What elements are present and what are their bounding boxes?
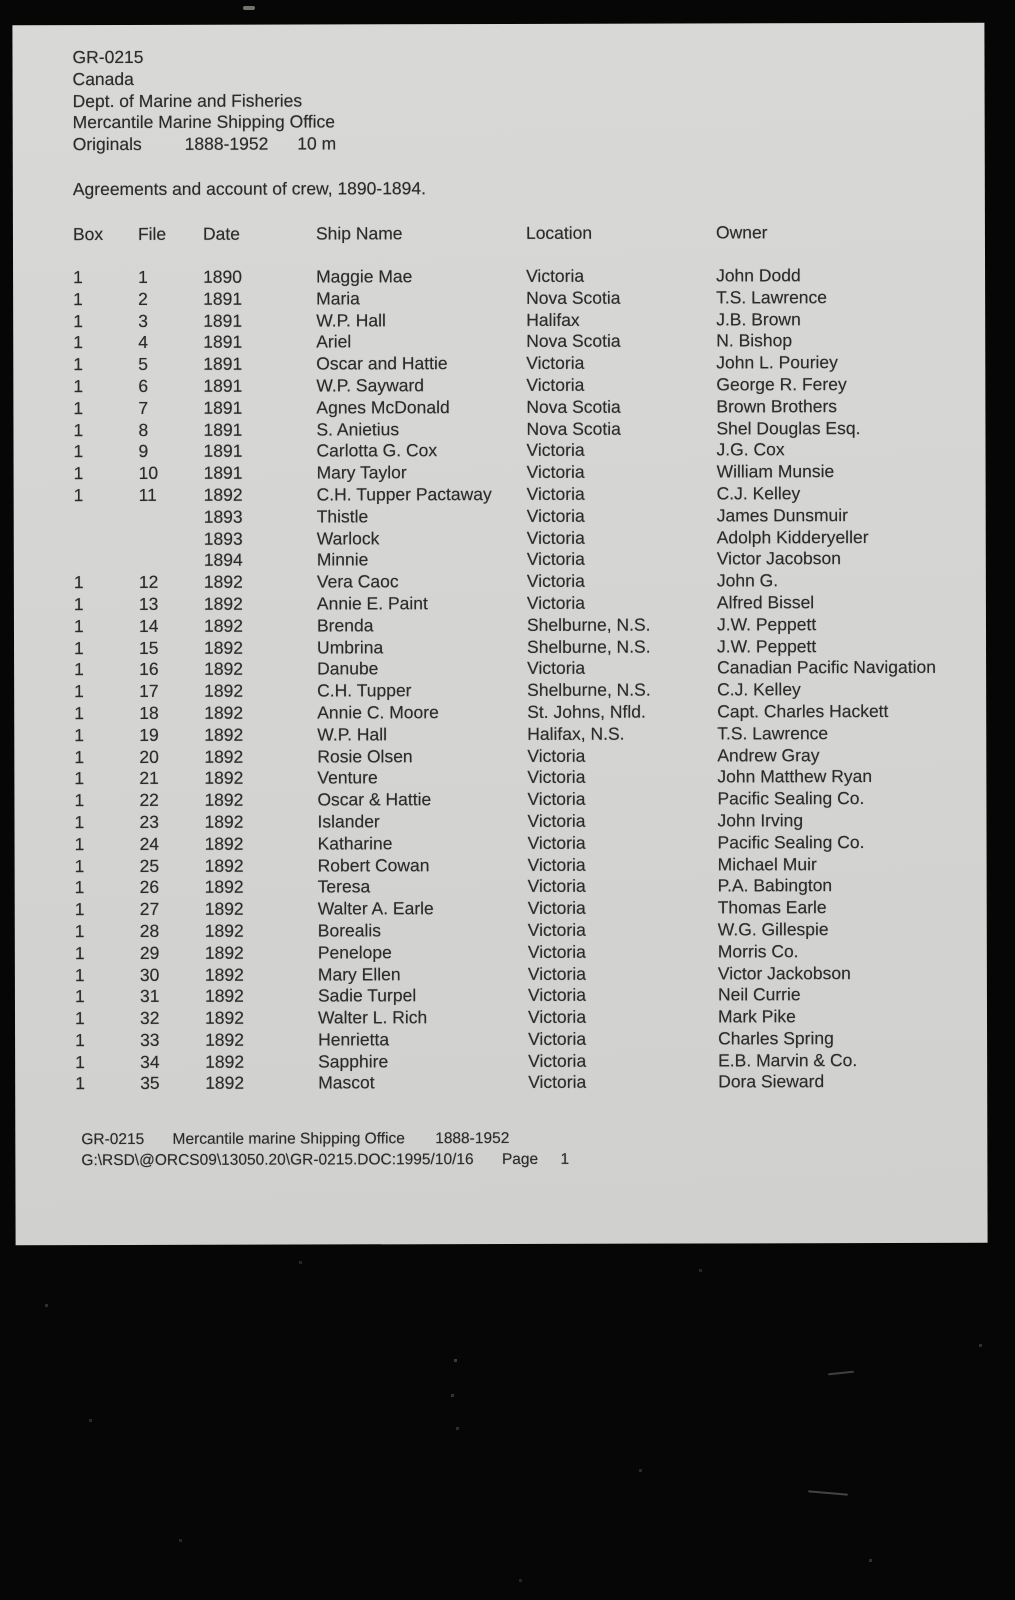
cell-owner: Adolph Kidderyeller [716,526,869,547]
cell-box: 1 [73,594,84,615]
cell-box: 1 [74,920,85,942]
cell-owner: N. Bishop [716,330,793,351]
cell-date: 1892 [204,702,244,723]
cell-ship-name: Oscar and Hattie [316,353,448,374]
cell-location: Victoria [526,570,585,592]
cell-box: 1 [74,724,85,745]
cell-box: 1 [73,397,84,418]
cell-owner: Victor Jacobson [716,548,842,569]
cell-location: Victoria [528,1050,587,1071]
cell-box: 1 [73,485,84,506]
cell-date: 1892 [204,898,244,919]
cell-location: Nova Scotia [526,396,621,417]
cell-ship-name: Umbrina [317,636,384,658]
cell-owner: Pacific Sealing Co. [717,831,865,853]
table-row [74,701,972,725]
footer-file-path: G:\RSD\@ORCS09\13050.20\GR-0215.DOC:1995/10/16 [81,1151,474,1170]
cell-date: 1892 [204,811,244,832]
cell-location: Victoria [526,592,585,613]
cell-file [139,507,204,529]
cell-file: 23 [139,811,159,832]
table-row [74,679,972,703]
cell-owner: Michael Muir [717,853,817,874]
cell-box: 1 [73,572,84,593]
table-row [75,962,973,986]
cell-ship-name: Walter L. Rich [317,1007,428,1028]
cell-file: 8 [138,419,149,440]
cell-owner: Shel Douglas Esq. [716,417,861,439]
table-row [74,635,972,659]
cell-ship-name: Penelope [317,941,392,963]
footer-page-number: 1 [560,1150,570,1168]
cell-file: 17 [139,681,159,702]
table-row [75,919,973,943]
table-row [74,744,972,768]
originals-extent: 10 m [297,133,337,154]
cell-ship-name: Henrietta [318,1029,390,1050]
cell-date: 1892 [204,768,244,789]
cell-file [139,528,204,550]
table-row [74,614,972,638]
cell-ship-name: Mary Taylor [316,462,407,483]
film-dust-specks [0,0,1,1]
cell-date: 1892 [204,724,244,745]
cell-date: 1892 [204,964,244,985]
cell-box [74,507,139,529]
department-line: Dept. of Marine and Fisheries [72,90,303,111]
cell-ship-name: Vera Caoc [316,571,399,592]
cell-box: 1 [73,267,83,288]
cell-file: 35 [140,1073,160,1094]
footer-office: Mercantile marine Shipping Office [172,1130,405,1148]
cell-owner: George R. Ferey [716,374,847,395]
cell-location: Nova Scotia [526,418,621,439]
cell-location: Victoria [527,788,586,810]
cell-file: 1 [138,266,148,287]
cell-date: 1892 [204,746,244,767]
cell-box: 1 [74,790,85,811]
table-row [74,722,972,746]
cell-ship-name: Oscar & Hattie [317,789,432,810]
col-header-owner: Owner [715,222,768,243]
cell-box: 1 [74,637,84,658]
cell-box: 1 [74,833,85,854]
table-row [74,505,972,529]
cell-owner: T.S. Lawrence [716,286,828,308]
cell-location: Nova Scotia [526,287,621,308]
cell-box: 1 [73,332,83,353]
cell-location: Victoria [526,505,585,526]
cell-file: 2 [138,288,148,309]
cell-date: 1892 [204,637,243,658]
cell-box: 1 [73,376,84,397]
cell-owner: T.S. Lawrence [717,722,829,744]
cell-ship-name: Annie E. Paint [316,593,428,614]
cell-location: Victoria [526,549,585,570]
table-row [75,1006,973,1030]
col-header-ship-name: Ship Name [315,223,403,244]
cell-location: Victoria [526,352,585,374]
cell-file: 6 [138,375,149,396]
cell-file: 16 [139,659,159,680]
fonds-id: GR-0215 [72,46,144,68]
cell-location: Victoria [526,483,585,504]
cell-date: 1891 [203,332,243,353]
table-row [73,352,971,376]
cell-location: Halifax, N.S. [527,723,625,744]
cell-file: 33 [140,1029,160,1050]
cell-box: 1 [74,899,85,920]
cell-ship-name: Agnes McDonald [316,396,450,418]
cell-owner: Thomas Earle [717,897,827,918]
cell-date: 1892 [203,593,243,614]
cell-owner: Brown Brothers [716,395,838,417]
film-speck [243,6,255,10]
cell-box: 1 [73,310,83,331]
table-row [75,984,973,1008]
cell-date: 1893 [203,506,243,527]
table-row [75,897,973,921]
cell-file: 27 [139,899,160,920]
series-title: Agreements and account of crew, 1890-1894. [72,178,427,200]
cell-ship-name: Mary Ellen [317,963,401,984]
document-header [72,46,336,156]
cell-ship-name: Mascot [318,1072,375,1093]
cell-location: Victoria [527,854,586,875]
cell-ship-name: Sapphire [318,1050,389,1072]
cell-date: 1891 [203,288,243,309]
table-column-headers [73,222,971,245]
table-row [74,592,972,616]
cell-owner: E.B. Marvin & Co. [718,1049,858,1071]
cell-location: Nova Scotia [526,331,621,352]
cell-owner: C.J. Kelley [716,483,801,504]
cell-owner: Mark Pike [717,1006,796,1027]
table-row [73,265,971,289]
cell-box: 1 [74,768,85,789]
cell-date: 1892 [203,571,243,592]
cell-ship-name: Walter A. Earle [317,898,434,919]
cell-date: 1891 [203,375,243,396]
cell-file: 10 [138,463,159,484]
cell-box: 1 [73,615,84,636]
cell-date: 1890 [203,266,243,287]
cell-ship-name: Teresa [317,876,371,897]
cell-ship-name: Carlotta G. Cox [316,440,438,461]
cell-date: 1892 [204,1007,244,1028]
cell-date: 1892 [203,615,243,636]
cell-file: 26 [139,877,160,898]
cell-file: 24 [139,833,160,854]
cell-ship-name: W.P. Hall [316,309,386,331]
cell-date: 1892 [204,659,244,680]
col-header-box: Box [72,224,104,245]
cell-location: Victoria [527,767,586,788]
cell-date: 1892 [204,942,244,963]
table-row [73,439,971,463]
cell-ship-name: Rosie Olsen [317,745,413,767]
table-row [73,287,971,311]
cell-owner: Canadian Pacific Navigation [717,657,937,678]
table-row [75,1028,973,1052]
cell-owner: James Dunsmuir [716,504,849,526]
cell-box: 1 [74,746,85,767]
originals-line [73,134,336,156]
cell-owner: J.W. Peppett [716,613,817,635]
cell-box: 1 [73,463,84,484]
table-row [75,940,973,964]
footer-date-range: 1888-1952 [435,1129,510,1148]
cell-ship-name: W.P. Sayward [316,375,425,396]
cell-date: 1891 [203,441,243,462]
cell-date: 1892 [205,1029,245,1050]
footer-fonds-id: GR-0215 [81,1130,145,1149]
cell-owner: W.G. Gillespie [717,919,829,940]
table-row [75,875,973,899]
cell-file: 12 [138,572,159,593]
cell-location: Victoria [526,527,585,548]
col-header-location: Location [525,222,593,243]
cell-ship-name: Maria [316,288,360,309]
cell-owner: P.A. Babington [717,875,833,896]
document-page [12,23,987,1246]
cell-owner: Victor Jackobson [717,962,851,983]
cell-owner: William Munsie [716,461,835,482]
cell-file: 9 [138,441,149,462]
cell-file: 11 [138,484,157,505]
cell-box: 1 [74,659,84,680]
cell-location: Victoria [527,919,586,940]
cell-owner: John Dodd [716,265,801,286]
country-line: Canada [72,68,134,89]
cell-location: Shelburne, N.S. [527,679,651,701]
cell-file: 4 [138,332,148,353]
cell-location: Victoria [527,810,586,831]
cell-location: Victoria [527,963,586,984]
table-row [75,1049,973,1073]
cell-date: 1892 [204,789,244,810]
cell-file: 34 [140,1051,160,1072]
cell-file: 22 [139,790,159,811]
cell-date: 1891 [203,397,243,418]
cell-location: Victoria [527,897,586,919]
cell-location: Shelburne, N.S. [527,636,651,657]
cell-date: 1891 [203,310,243,331]
cell-file [139,550,204,572]
cell-file: 31 [139,986,160,1007]
cell-file: 25 [139,855,160,876]
cell-file: 18 [139,702,159,723]
cell-date: 1891 [203,462,243,483]
footer-citation-line [81,1130,509,1149]
originals-label: Originals [72,134,142,155]
cell-location: Victoria [527,832,586,853]
cell-location: Victoria [526,461,585,483]
cell-ship-name: C.H. Tupper [317,680,412,701]
cell-ship-name: Ariel [316,331,352,352]
cell-ship-name: Brenda [316,615,374,636]
table-row [73,417,971,441]
cell-file: 30 [139,964,160,985]
cell-owner: John G. [716,570,779,591]
cell-owner: John L. Pouriey [716,352,838,373]
cell-location: Victoria [527,1006,587,1028]
film-scratch [808,1490,848,1495]
cell-box: 1 [73,441,84,462]
cell-owner: Alfred Bissel [716,592,815,613]
cell-box: 1 [73,419,84,440]
cell-box: 1 [73,288,83,309]
cell-owner: Pacific Sealing Co. [717,788,865,809]
cell-date: 1892 [204,876,244,898]
cell-owner: Morris Co. [717,940,799,962]
cell-ship-name: Danube [317,658,379,679]
office-line: Mercantile Marine Shipping Office [72,111,335,133]
cell-box: 1 [74,703,84,724]
table-row [74,570,972,594]
cell-file: 3 [138,310,148,331]
cell-box: 1 [74,877,85,898]
cell-owner: Neil Currie [717,984,801,1005]
cell-date: 1892 [204,833,244,854]
cell-date: 1891 [203,419,243,440]
cell-location: Victoria [527,941,586,962]
cell-owner: John Matthew Ryan [717,766,873,787]
cell-date: 1893 [203,528,243,549]
cell-ship-name: Borealis [317,920,382,941]
cell-location: Victoria [527,745,586,766]
table-body [73,265,973,1096]
cell-location: Victoria [528,1028,587,1049]
cell-location: Victoria [526,440,585,461]
cell-file: 14 [138,615,159,636]
table-row [75,853,973,877]
cell-location: Victoria [527,985,587,1006]
cell-ship-name: Annie C. Moore [317,702,439,723]
cell-ship-name: Sadie Turpel [317,985,417,1006]
table-row [74,483,972,507]
cell-ship-name: Robert Cowan [317,854,430,875]
table-row [74,461,972,485]
footer-page-label: Page [501,1150,539,1168]
cell-date: 1892 [205,1073,245,1094]
cell-date: 1892 [204,920,244,941]
originals-date-range: 1888-1952 [184,133,269,155]
table-row [73,396,971,420]
cell-date: 1892 [204,680,244,701]
cell-ship-name: Islander [317,811,380,832]
cell-box: 1 [74,1008,85,1029]
cell-file: 5 [138,354,149,375]
table-row [75,1071,973,1095]
cell-location: Victoria [527,658,586,679]
cell-file: 13 [138,593,159,614]
table-row [74,657,972,681]
table-row [73,308,971,332]
table-row [73,330,971,354]
cell-box: 1 [73,354,84,375]
cell-location: Halifax [526,309,580,330]
cell-box: 1 [74,942,85,963]
cell-date: 1892 [204,985,244,1007]
cell-file: 7 [138,397,149,418]
cell-location: Shelburne, N.S. [526,614,651,635]
cell-owner: J.G. Cox [716,439,785,460]
table-row [75,831,973,855]
cell-ship-name: Maggie Mae [316,266,413,287]
cell-date: 1891 [203,353,243,374]
cell-date: 1892 [204,855,244,876]
cell-box: 1 [75,1029,85,1051]
cell-file: 28 [139,920,160,941]
cell-owner: Andrew Gray [717,744,820,765]
cell-file: 20 [139,746,159,767]
cell-date: 1894 [203,550,243,571]
cell-box: 1 [74,855,85,876]
film-scratch [828,1371,854,1376]
table-row [73,374,971,398]
cell-box: 1 [74,964,85,985]
cell-date: 1892 [203,484,243,505]
table-row [74,766,972,790]
cell-box: 1 [74,812,85,833]
cell-location: Victoria [526,265,585,286]
cell-file: 15 [139,637,159,658]
cell-box: 1 [74,681,84,702]
cell-box [74,550,139,572]
cell-location: Victoria [528,1072,587,1093]
table-row [74,810,972,834]
cell-ship-name: Katharine [317,833,393,854]
cell-ship-name: Minnie [316,549,369,570]
cell-ship-name: Thistle [316,506,369,527]
cell-location: Victoria [526,374,585,395]
cell-ship-name: Warlock [316,527,380,549]
cell-file: 32 [139,1007,160,1029]
table-row [74,548,972,572]
cell-owner: Charles Spring [718,1028,834,1049]
cell-file: 19 [139,724,159,745]
table-row [74,788,972,812]
col-header-date: Date [202,223,240,244]
cell-owner: John Irving [717,810,804,831]
table-row [74,526,972,550]
cell-location: Victoria [527,876,586,897]
cell-owner: Capt. Charles Hackett [717,700,889,722]
cell-box: 1 [74,986,85,1007]
cell-ship-name: C.H. Tupper Pactaway [316,483,492,505]
cell-file: 29 [139,942,160,963]
cell-box [74,529,139,551]
col-header-file: File [137,223,167,244]
cell-box: 1 [75,1073,85,1094]
cell-ship-name: Venture [317,767,378,788]
cell-box: 1 [75,1051,85,1072]
cell-date: 1892 [205,1051,245,1072]
cell-ship-name: S. Anietius [316,418,400,440]
cell-owner: J.W. Peppett [717,635,817,656]
cell-ship-name: W.P. Hall [317,724,387,745]
footer-path-line [81,1151,569,1170]
cell-owner: C.J. Kelley [717,679,801,700]
cell-owner: Dora Sieward [718,1071,825,1092]
cell-owner: J.B. Brown [716,308,801,330]
cell-location: St. Johns, Nfld. [527,701,646,722]
cell-file: 21 [139,768,159,789]
